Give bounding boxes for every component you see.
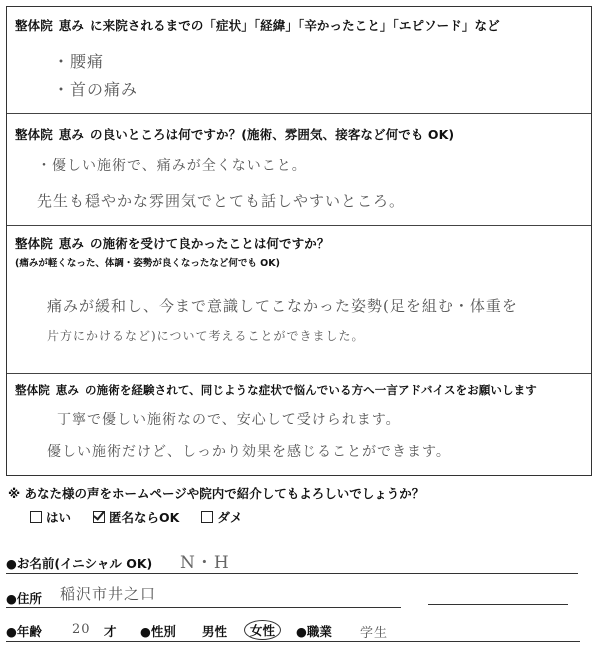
clinic-name: 恵み [58,127,85,142]
section-divider [7,113,591,114]
checkbox-yes[interactable] [30,511,42,523]
question-3 [15,234,329,252]
consent-option-label: 匿名ならOK [109,510,180,525]
name-value[interactable]: N・H [180,553,230,573]
answer-3-line-2: 片方にかけるなど)について考えることができました。 [47,329,365,343]
name-label: ●お名前(イニシャル OK) [6,556,153,571]
question-2-text: の良いところは何ですか？(施術、雰囲気、接客など何でも OK) [90,127,455,142]
address-underline [6,607,401,608]
answer-2-line-1: ・優しい施術で、痛みが全くないこと。 [37,158,307,174]
answer-4-line-2: 優しい施術だけど、しっかり効果を感じることができます。 [47,444,451,460]
question-2-prefix: 整体院 [15,127,53,142]
question-3-prefix: 整体院 [15,236,53,251]
address-value[interactable]: 稲沢市井之口 [60,585,157,603]
consent-options [30,508,242,526]
consent-option-label: ダメ [217,510,243,525]
question-2 [15,125,454,143]
question-1 [15,16,500,34]
question-4 [15,382,537,398]
gender-female-option[interactable] [248,620,281,640]
question-4-prefix: 整体院 [15,383,50,397]
gender-female[interactable]: 女性 [244,620,281,640]
answer-3-line-1: 痛みが緩和し、今まで意識してこなかった姿勢(足を組む・体重を [47,297,518,315]
answer-2-line-2: 先生も穏やかな雰囲気でとても話しやすいところ。 [37,192,406,210]
consent-option-no[interactable] [201,508,242,526]
answer-1-line-1: ・腰痛 [53,52,105,71]
question-4-text: の施術を経験されて、同じような症状で悩んでいる方へ一言アドバイスをお願いします [85,383,537,397]
section-divider [7,225,591,226]
consent-option-yes[interactable] [30,508,71,526]
clinic-name: 恵み [58,236,85,251]
question-3-sub: (痛みが軽くなった、体調・姿勢が良くなったなど何でも OK) [15,258,280,269]
address-underline-2 [428,604,568,605]
consent-option-label: はい [46,510,72,525]
clinic-name: 恵み [55,383,80,397]
answer-4-line-1: 丁寧で優しい施術なので、安心して受けられます。 [57,412,401,428]
name-underline [6,573,578,574]
info-underline [6,641,580,642]
age-label: ●年齢 [6,624,42,639]
gender-label: ●性別 [140,624,176,639]
questionnaire-frame [6,6,592,476]
question-3-text: の施術を受けて良かったことは何ですか？ [90,236,330,251]
age-unit: 才 [104,624,117,639]
job-label: ●職業 [296,624,332,639]
gender-male[interactable]: 男性 [202,624,228,639]
answer-1-line-2: ・首の痛み [53,80,139,99]
consent-question: ※ あなた様の声をホームページや院内で紹介してもよろしいでしょうか？ [8,486,425,501]
question-1-prefix: 整体院 [15,18,53,33]
address-label: ●住所 [6,591,42,606]
age-value[interactable]: 20 [72,622,91,637]
checkbox-no[interactable] [201,511,213,523]
section-divider [7,373,591,374]
consent-option-anonymous[interactable] [93,508,179,526]
job-value[interactable]: 学生 [360,626,389,641]
clinic-name: 恵み [58,18,85,33]
question-1-text: に来院されるまでの「症状」「経緯」「辛かったこと」「エピソード」など [90,18,500,33]
checkbox-anonymous[interactable] [93,511,105,523]
